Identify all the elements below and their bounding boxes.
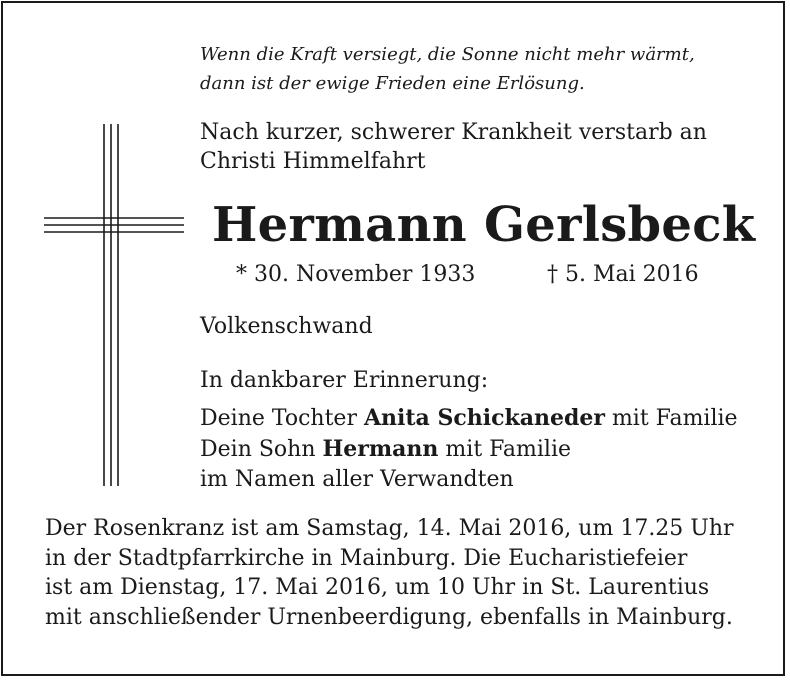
motto-verse xyxy=(200,40,760,98)
birth-date: * 30. November 1933 xyxy=(236,262,476,287)
mourner-line: im Namen aller Verwandten xyxy=(200,467,514,492)
remembrance-heading: In dankbarer Erinnerung: xyxy=(200,368,489,393)
intro-line: Christi Himmelfahrt xyxy=(200,149,426,174)
deceased-name: Hermann Gerlsbeck xyxy=(212,197,756,253)
service-details xyxy=(45,514,734,632)
mourner-family: mit Familie xyxy=(604,406,738,431)
service-line: ist am Dienstag, 17. Mai 2016, um 10 Uhr in St. Laurentius xyxy=(45,575,710,600)
motto-line: dann ist der ewige Frieden eine Erlösung. xyxy=(200,73,585,94)
mourners-list xyxy=(200,403,738,495)
service-line: Der Rosenkranz ist am Samstag, 14. Mai 2016, um 17.25 Uhr xyxy=(45,516,734,541)
mourner-name: Hermann xyxy=(322,436,439,462)
death-date: † 5. Mai 2016 xyxy=(547,262,699,287)
cross-icon xyxy=(40,120,188,490)
motto-line: Wenn die Kraft versiegt, die Sonne nicht mehr wärmt, xyxy=(200,44,695,65)
service-line: mit anschließender Urnenbeerdigung, ebenfalls in Mainburg. xyxy=(45,604,733,630)
mourner-relation: Deine Tochter xyxy=(200,406,364,431)
intro-line: Nach kurzer, schwerer Krankheit verstarb an xyxy=(200,120,707,145)
hometown: Volkenschwand xyxy=(200,314,373,339)
mourner-line xyxy=(200,403,738,434)
mourner-relation: Dein Sohn xyxy=(200,437,323,462)
mourner-line xyxy=(200,434,738,465)
mourner-family: mit Familie xyxy=(438,437,572,462)
death-announcement xyxy=(200,118,707,176)
service-line: in der Stadtpfarrkirche in Mainburg. Die Eucharistiefeier xyxy=(45,545,688,571)
mourner-name: Anita Schickaneder xyxy=(363,405,605,431)
